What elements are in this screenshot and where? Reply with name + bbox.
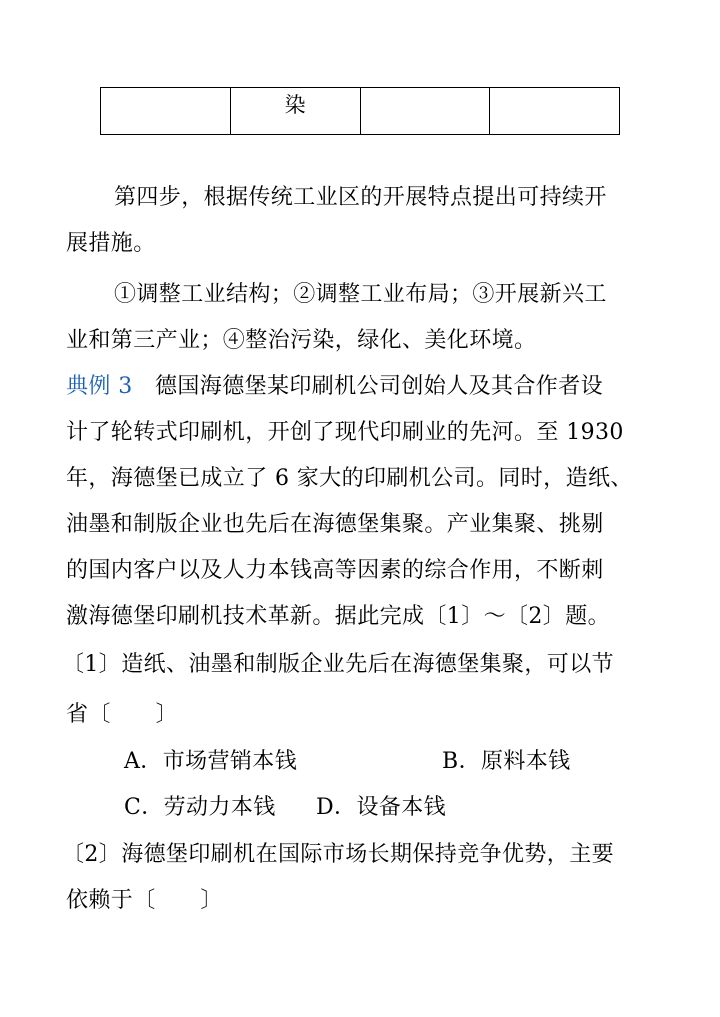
- example-label: 典例 3: [66, 374, 133, 399]
- example-first-line: [66, 372, 603, 402]
- option-c: C．劳动力本钱: [124, 795, 276, 820]
- option-a: A．市场营销本钱: [124, 749, 298, 774]
- question1-line2: 省〔 〕: [66, 702, 179, 727]
- step4-line2: 展措施。: [66, 231, 156, 256]
- question2-line1: 〔2〕海德堡印刷机在国际市场长期保持竞争优势，主要: [62, 842, 614, 867]
- table-cell: [101, 88, 231, 135]
- option-b: B．原料本钱: [442, 749, 571, 774]
- option-d: D．设备本钱: [316, 795, 447, 820]
- example-line6: 激海德堡印刷机技术革新。据此完成〔1〕～〔2〕题。: [66, 604, 610, 629]
- table-cell: [490, 88, 620, 135]
- question2-line2: 依赖于〔 〕: [66, 888, 223, 913]
- measures-line1: ①调整工业结构；②调整工业布局；③开展新兴工: [114, 282, 607, 307]
- question1-line1: 〔1〕造纸、油墨和制版企业先后在海德堡集聚，可以节: [62, 652, 614, 677]
- example-line3: 年，海德堡已成立了 6 家大的印刷机公司。同时，造纸、: [66, 466, 633, 491]
- table-row: [101, 88, 620, 135]
- step4-line1: 第四步，根据传统工业区的开展特点提出可持续开: [114, 185, 607, 210]
- example-line1: 德国海德堡某印刷机公司创始人及其合作者设: [155, 374, 604, 399]
- example-line5: 的国内客户以及人力本钱高等因素的综合作用，不断刺: [66, 558, 604, 583]
- example-line2: 计了轮转式印刷机，开创了现代印刷业的先河。至 1930: [66, 420, 624, 445]
- example-line4: 油墨和制版企业也先后在海德堡集聚。产业集聚、挑剔: [66, 512, 604, 537]
- table-cell: [360, 88, 490, 135]
- table-cell: 染: [230, 88, 360, 135]
- table-fragment: [100, 87, 620, 135]
- measures-line2: 业和第三产业；④整治污染，绿化、美化环境。: [66, 328, 537, 353]
